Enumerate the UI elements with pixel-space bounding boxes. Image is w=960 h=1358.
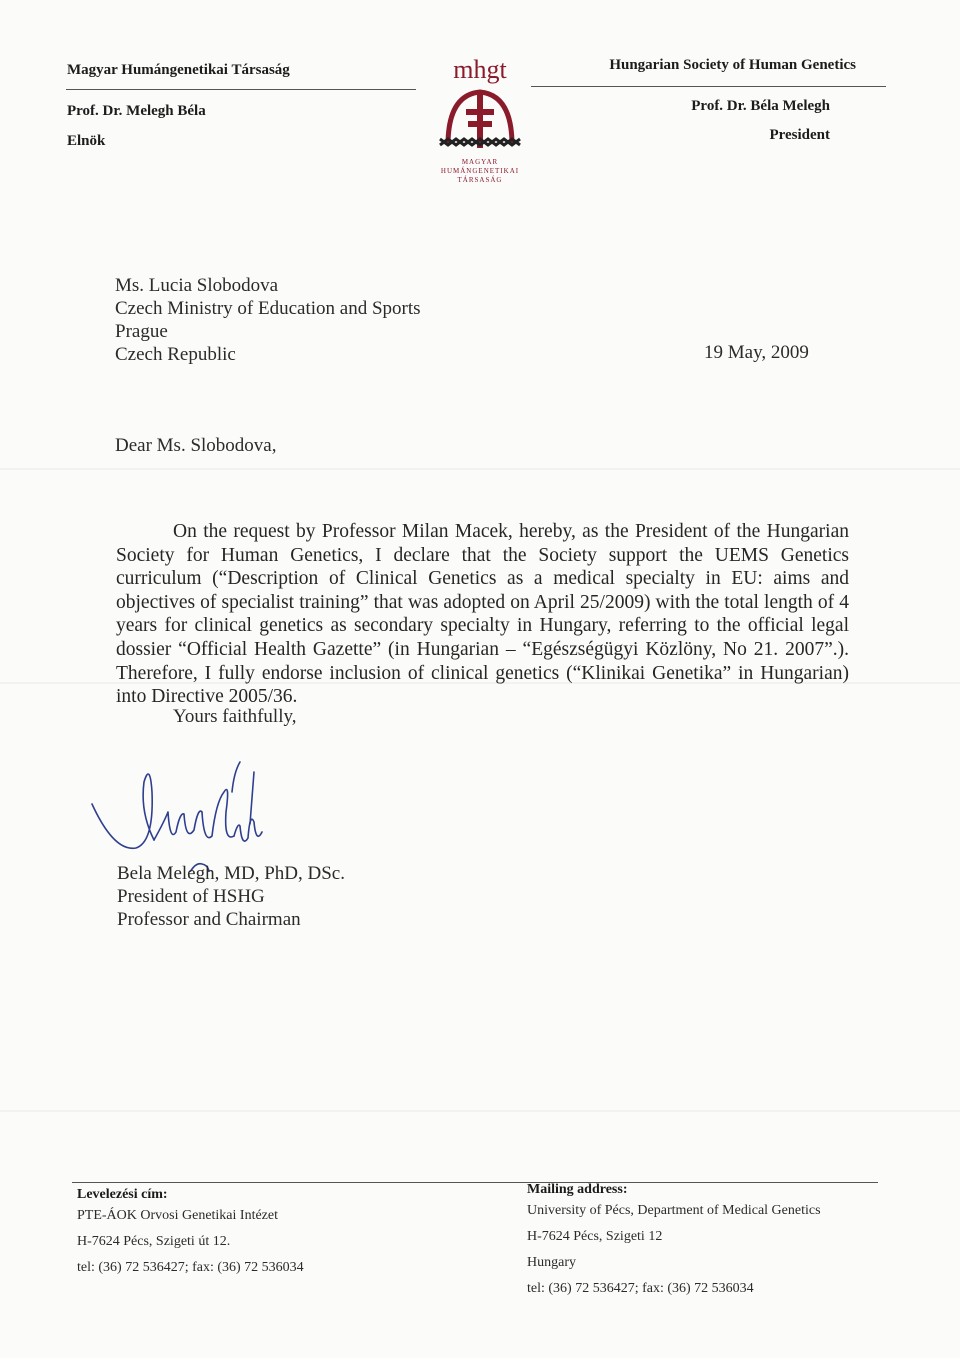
letterhead-rule-right [531,86,886,87]
letterhead-org-english: Hungarian Society of Human Genetics [609,57,856,73]
recipient-line: Prague [115,321,168,342]
signatory-title: President of HSHG [117,886,265,907]
footer-left [77,1187,304,1281]
logo-monogram: mhgt [453,55,507,84]
footer-left-heading: Levelezési cím: [77,1187,168,1202]
footer-left-line: PTE-ÁOK Orvosi Genetikai Intézet [77,1208,278,1223]
logo-caption-line: MAGYAR [461,158,499,166]
society-logo [420,50,540,200]
letter-body: On the request by Professor Milan Macek, hereby, as the President of the Hungarian Society for Human Genetics, I declare that the Society support the UEMS Genetics curriculum (“Description of Clinical Genetics as a medical specialty in EU: aims and objectives of specialist training” that was adopted on April 25/2009) with the total length of 4 years for clinical genetics as secondary specialty in Hungary, referring to the official legal dossier “Official Health Gazette” (in Hungarian – “Egészségügyi Közlöny, No 21. 2007”.). Therefore, I fully endorse inclusion of clinical genetics (“Klinikai Genetika” in Hungarian) into Directive 2005/36. [116,521,849,708]
letterhead-rule-left [66,89,416,90]
footer-right-line: University of Pécs, Department of Medical Genetics [527,1203,821,1218]
footer-right [527,1182,821,1302]
letter-date: 19 May, 2009 [704,342,809,363]
letterhead-org-hungarian: Magyar Humángenetikai Társaság [67,62,290,78]
recipient-address [115,274,421,366]
closing: Yours faithfully, [173,706,297,727]
footer-right-line: tel: (36) 72 536427; fax: (36) 72 536034 [527,1281,754,1296]
footer-right-line: Hungary [527,1255,576,1270]
letterhead-role-english: President [769,127,830,143]
footer-right-line: H-7624 Pécs, Szigeti 12 [527,1229,663,1244]
letterhead-person-english: Prof. Dr. Béla Melegh [691,98,830,114]
signatory-position: Professor and Chairman [117,909,301,930]
recipient-line: Ms. Lucia Slobodova [115,275,279,296]
salutation: Dear Ms. Slobodova, [115,435,277,456]
footer-right-heading: Mailing address: [527,1182,628,1197]
letterhead-role-hungarian: Elnök [67,133,106,149]
logo-caption-line: HUMÁNGENETIKAI [440,167,520,175]
recipient-line: Czech Republic [115,344,236,365]
signature-block [117,862,345,931]
handwritten-signature [84,752,284,872]
recipient-line: Czech Ministry of Education and Sports [115,298,421,319]
letterhead-person-hungarian: Prof. Dr. Melegh Béla [67,103,206,119]
footer-left-line: H-7624 Pécs, Szigeti út 12. [77,1234,231,1249]
footer-left-line: tel: (36) 72 536427; fax: (36) 72 536034 [77,1260,304,1275]
logo-caption-line: TÁRSASÁG [457,176,503,184]
signatory-name: Bela Melegh, MD, PhD, DSc. [117,863,345,884]
